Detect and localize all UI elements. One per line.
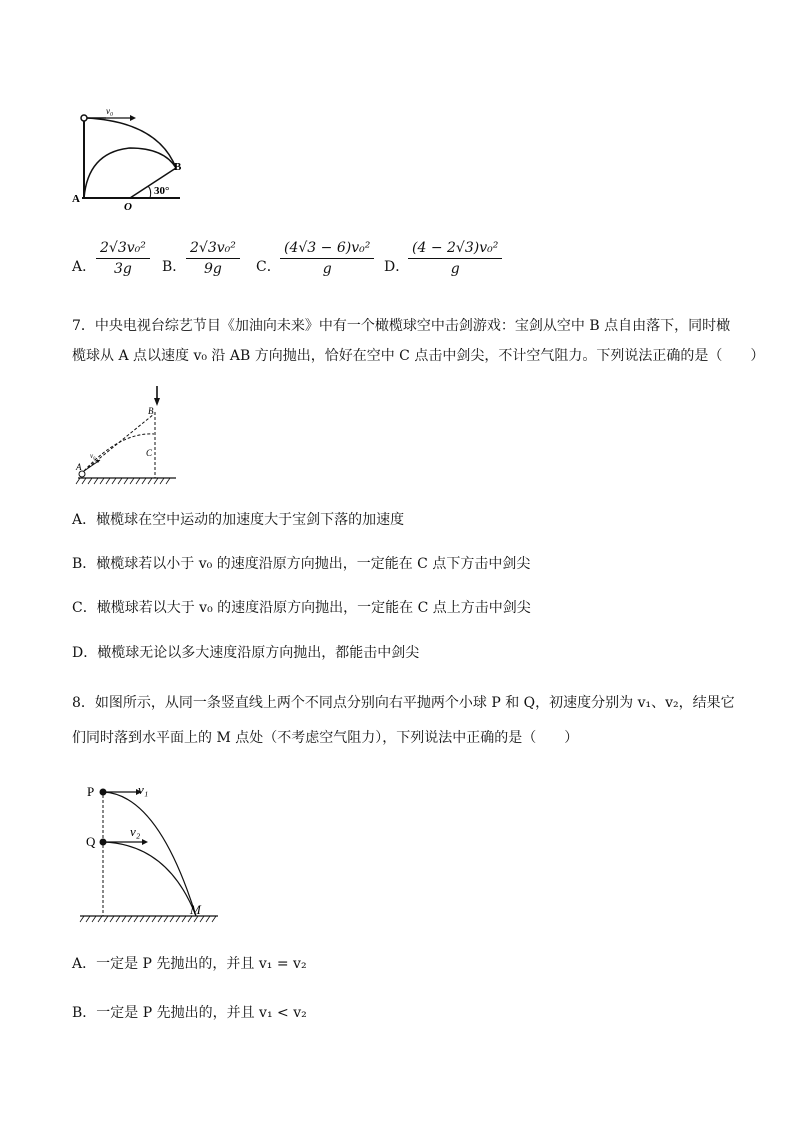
q7-stem-line-2: 榄球从 A 点以速度 v₀ 沿 AB 方向抛出，恰好在空中 C 点击中剑尖，不计空气阻力。下列说法正确的是（ ） — [72, 348, 765, 364]
q6-option-a-label: A． — [72, 259, 97, 275]
q7-label-v0: v₀ — [90, 452, 96, 460]
q8-stem-line-1: 8．如图所示，从同一条竖直线上两个不同点分别向右平抛两个小球 P 和 Q，初速度分别为 v₁、v₂，结果它 — [72, 695, 735, 711]
q6-label-a: A — [72, 193, 80, 205]
q7-label-c: C — [146, 448, 153, 458]
q8-figure — [78, 776, 224, 926]
q8-label-v2: v₂ — [130, 824, 141, 839]
q6-option-b-denominator: 9g — [204, 261, 222, 277]
q6-option-c-label: C． — [256, 259, 281, 275]
q6-option-c-denominator: g — [322, 261, 332, 277]
q6-option-a-numerator: 2√3v₀² — [96, 240, 150, 259]
q8-trajectory-q — [103, 842, 196, 916]
q6-option-b-numerator: 2√3v₀² — [186, 240, 240, 259]
q8-label-q: Q — [86, 834, 96, 849]
q6-option-d-value — [408, 240, 502, 277]
q6-label-v0: v₀ — [106, 106, 114, 116]
q6-option-d-label: D． — [384, 259, 410, 275]
q6-options — [72, 240, 772, 290]
q7-label-a: A — [76, 462, 82, 472]
q6-option-a-denominator: 3g — [114, 261, 132, 277]
q7-option-a: A．橄榄球在空中运动的加速度大于宝剑下落的加速度 — [72, 512, 405, 528]
q6-option-b-value — [186, 240, 240, 277]
q8-label-p: P — [87, 784, 95, 799]
q6-option-c-numerator: (4√3 − 6)v₀² — [280, 240, 374, 259]
q7-option-b: B．橄榄球若以小于 v₀ 的速度沿原方向抛出，一定能在 C 点下方击中剑尖 — [72, 556, 531, 572]
q7-option-d: D．橄榄球无论以多大速度沿原方向抛出，都能击中剑尖 — [72, 645, 420, 661]
q6-option-a-value — [96, 240, 150, 277]
q6-start-point — [81, 115, 87, 121]
q6-option-c-value — [280, 240, 374, 277]
q6-label-o: O — [124, 201, 132, 212]
q7-stem-line-1: 7．中央电视台综艺节目《加油向未来》中有一个橄榄球空中击剑游戏：宝剑从空中 B 点自由落下，同时橄 — [72, 318, 731, 334]
q6-label-angle: 30° — [154, 185, 170, 197]
q7-figure — [70, 382, 180, 490]
q8-label-m: M — [190, 902, 201, 917]
q7-option-c: C．橄榄球若以大于 v₀ 的速度沿原方向抛出，一定能在 C 点上方击中剑尖 — [72, 600, 531, 616]
q6-label-b: B — [174, 161, 182, 173]
q8-option-b: B．一定是 P 先抛出的，并且 v₁ < v₂ — [72, 1005, 307, 1021]
q8-stem-line-2: 们同时落到水平面上的 M 点处（不考虑空气阻力），下列说法中正确的是（ ） — [72, 730, 579, 746]
q6-option-b-label: B． — [162, 259, 187, 275]
q8-option-a: A．一定是 P 先抛出的，并且 v₁ = v₂ — [72, 956, 307, 972]
q7-label-b: B — [148, 406, 154, 416]
q6-option-d-denominator: g — [450, 261, 460, 277]
q6-figure — [68, 100, 188, 212]
q8-label-v1: v₁ — [138, 782, 149, 797]
q6-option-d-numerator: (4 − 2√3)v₀² — [408, 240, 502, 259]
q8-trajectory-p — [103, 792, 196, 916]
